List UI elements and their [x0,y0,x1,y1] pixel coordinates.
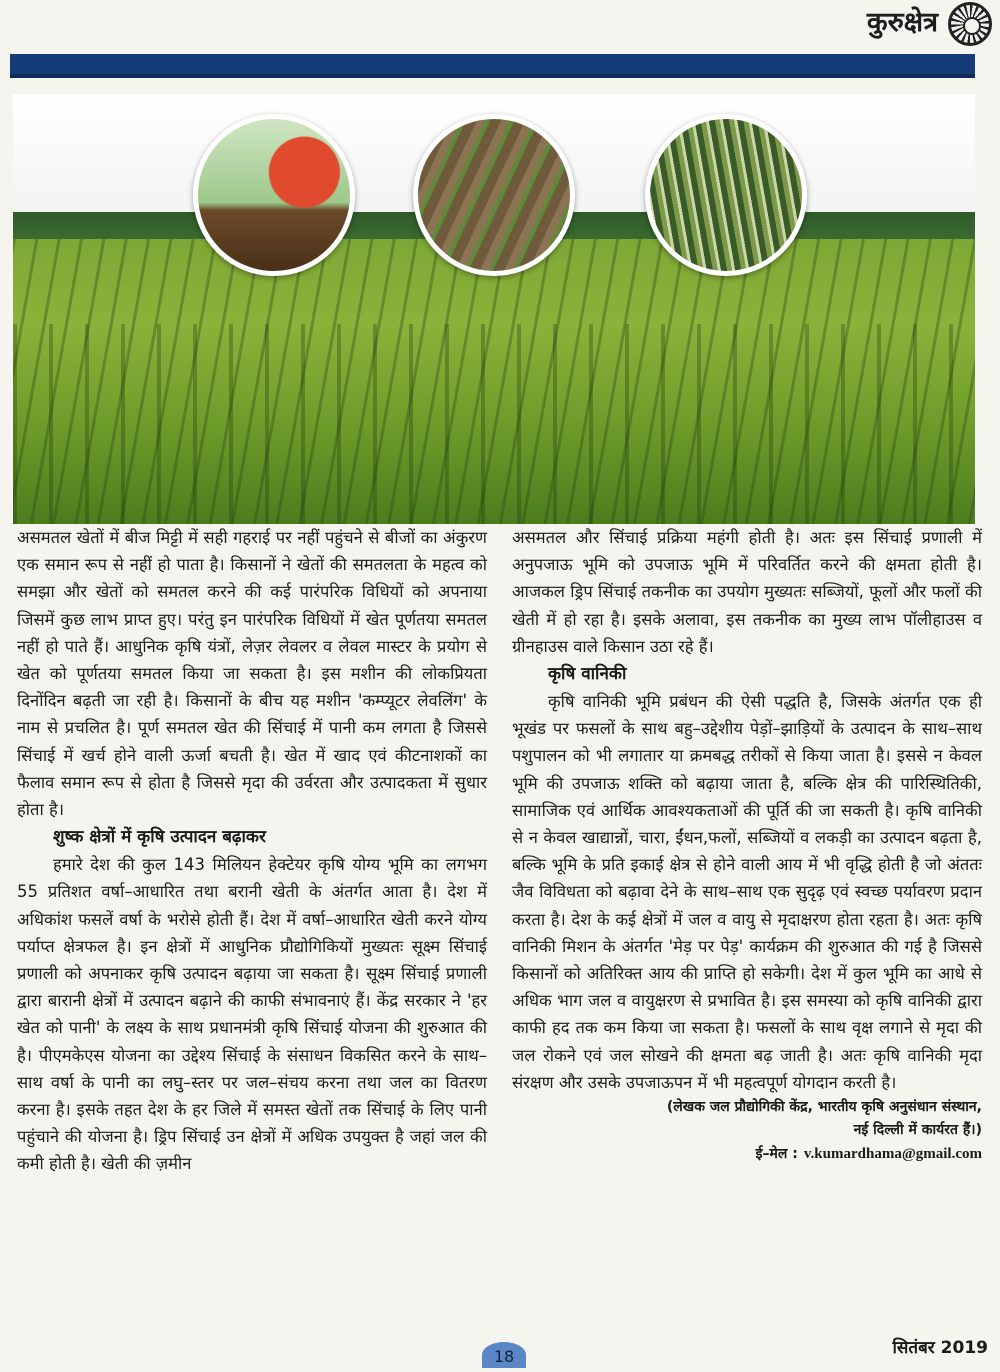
author-credit-line-1: (लेखक जल प्रौद्योगिकी केंद्र, भारतीय कृषि अनुसंधान संस्थान, [666,1099,982,1116]
left-column [17,524,487,1178]
left-paragraph-2: हमारे देश की कुल 143 मिलियन हेक्टेयर कृषि योग्य भूमि का लगभग 55 प्रतिशत वर्षा–आधारित तथा बरानी खेती के अंतर्गत आता है। देश में अधिकांश फसलें वर्षा के भरोसे होती हैं। देश में वर्षा–आधारित खेती करने योग्य पर्याप्त क्षेत्रफल है। इन क्षेत्रों में आधुनिक प्रौद्योगिकियों मुख्यतः सूक्ष्म सिंचाई प्रणाली को अपनाकर कृषि उत्पादन बढ़ाया जा सकता है। सूक्ष्म सिंचाई प्रणाली द्वारा बारानी क्षेत्रों में उत्पादन बढ़ाने की काफी संभावनाएं हैं। केंद्र सरकार ने 'हर खेत को पानी' के लक्ष्य के साथ प्रधानमंत्री कृषि सिंचाई योजना की शुरुआत की है। पीएमकेएस योजना का उद्देश्य सिंचाई के संसाधन विकसित करने के साथ–साथ वर्षा के पानी का लघु–स्तर पर जल–संचय करना तथा जल का वितरण करना है। इसके तहत देश के हर जिले में समस्त खेतों तक सिंचाई के लिए पानी पहुंचाने की योजना है। ड्रिप सिंचाई उन क्षेत्रों में अधिक उपयुक्त है जहां जल की कमी होती है। खेती की ज़मीन [17,855,487,1174]
magazine-title: कुरुक्षेत्र [866,7,938,38]
author-email [512,1142,982,1166]
hero-photo [13,94,975,524]
page-number: 18 [482,1342,526,1368]
right-paragraph-2: कृषि वानिकी भूमि प्रबंधन की ऐसी पद्धति है, जिसके अंतर्गत एक ही भूखंड पर फसलों के साथ बहु–उद्देशीय पेड़ों–झाड़ियों के उत्पादन के साथ–साथ पशुपालन को भी लगातार या क्रमबद्ध तरीकों से किया जाता है। इससे न केवल भूमि की उपजाऊ शक्ति को बढ़ाया जाता है, बल्कि क्षेत्र की पारिस्थितिकी, सामाजिक एवं आर्थिक आवश्यकताओं की पूर्ति की जा सकती है। कृषि वानिकी से न केवल खाद्यान्नों, चारा, ईंधन,फलों, सब्जियों व लकड़ी का उत्पादन बढ़ता है, बल्कि भूमि के प्रति इकाई क्षेत्र से होने वाली आय में भी वृद्धि होती है जो अंततः जैव विविधता को बढ़ावा देने के साथ–साथ एक सुदृढ़ एवं स्वच्छ पर्यावरण प्रदान करता है। देश के कई क्षेत्रों में जल व वायु से मृदाक्षरण होता रहता है। अतः कृषि वानिकी मिशन के अंतर्गत 'मेड़ पर पेड़' कार्यक्रम की शुरुआत की गई है जिससे किसानों को अतिरिक्त आय की प्राप्ति हो सकेगी। देश में कुल भूमि का आधे से अधिक भाग जल व वायुक्षरण से प्रभावित है। इस समस्या को कृषि वानिकी द्वारा काफी हद तक कम किया जा सकता है। फसलों के साथ वृक्ष लगाने से मृदा की जल रोकने एवं जल सोखने की क्षमता बढ़ जाती है। अतः कृषि वानिकी मृदा संरक्षण और उसके उपजाऊपन में भी महत्वपूर्ण योगदान करती है। [512,692,982,1092]
left-section-heading: शुष्क क्षेत्रों में कृषि उत्पादन बढ़ाकर [53,827,266,848]
soil-rows-photo-circle [413,114,575,276]
author-credit-line-2: नई दिल्ली में कार्यरत हैं।) [853,1122,982,1139]
seedling-photo-circle [193,114,355,276]
emblem-icon [948,2,992,46]
left-paragraph-1: असमतल खेतों में बीज मिट्टी में सही गहराई पर नहीं पहुंचने से बीजों का अंकुरण एक समान रूप से नहीं हो पाता है। किसानों ने खेतों की समतलता के महत्व को समझा और खेतों को समतल करने की कई पारंपरिक विधियों को अपनाया जिसमें कुछ लाभ प्राप्त हुए। परंतु इन पारंपरिक विधियों में खेत पूर्णतया समतल नहीं हो पाते हैं। आधुनिक कृषि यंत्रों, लेज़र लेवलर व लेवल मास्टर के प्रयोग से खेत को पूर्णतया समतल किया जा सकता है। इस मशीन की लोकप्रियता दिनोंदिन बढ़ती जा रही है। किसानों के बीच यह मशीन 'कम्प्यूटर लेवलिंग' के नाम से प्रचलित है। पूर्ण समतल खेत की सिंचाई में पानी कम लगता है जिससे सिंचाई में खर्च होने वाली ऊर्जा बचती है। खेत में खाद एवं कीटनाशकों का फैलाव समान रूप से होता है जिससे मृदा की उर्वरता और उत्पादकता में सुधार होता है। [17,528,487,820]
millet-photo-circle [645,114,807,276]
crop-rows [13,324,975,524]
email-label: ई–मेल : [755,1146,798,1163]
issue-date: सितंबर 2019 [892,1338,988,1358]
right-section-heading: कृषि वानिकी [548,664,627,685]
right-paragraph-1: असमतल और सिंचाई प्रक्रिया महंगी होती है। अतः इस सिंचाई प्रणाली में अनुपजाऊ भूमि को उपजाऊ भूमि में परिवर्तित करने की क्षमता होती है। आजकल ड्रिप सिंचाई तकनीक का उपयोग मुख्यतः सब्जियों, फूलों और फलों की खेती में हो रहा है। इसके अलावा, इस तकनीक का मुख्य लाभ पॉलीहाउस व ग्रीनहाउस वाले किसान उठा रहे हैं। [512,528,982,656]
author-credit [512,1096,982,1142]
page-header [0,0,1000,78]
email-address[interactable]: v.kumardhama@gmail.com [803,1146,982,1163]
right-column [512,524,982,1166]
header-bar [10,54,975,78]
